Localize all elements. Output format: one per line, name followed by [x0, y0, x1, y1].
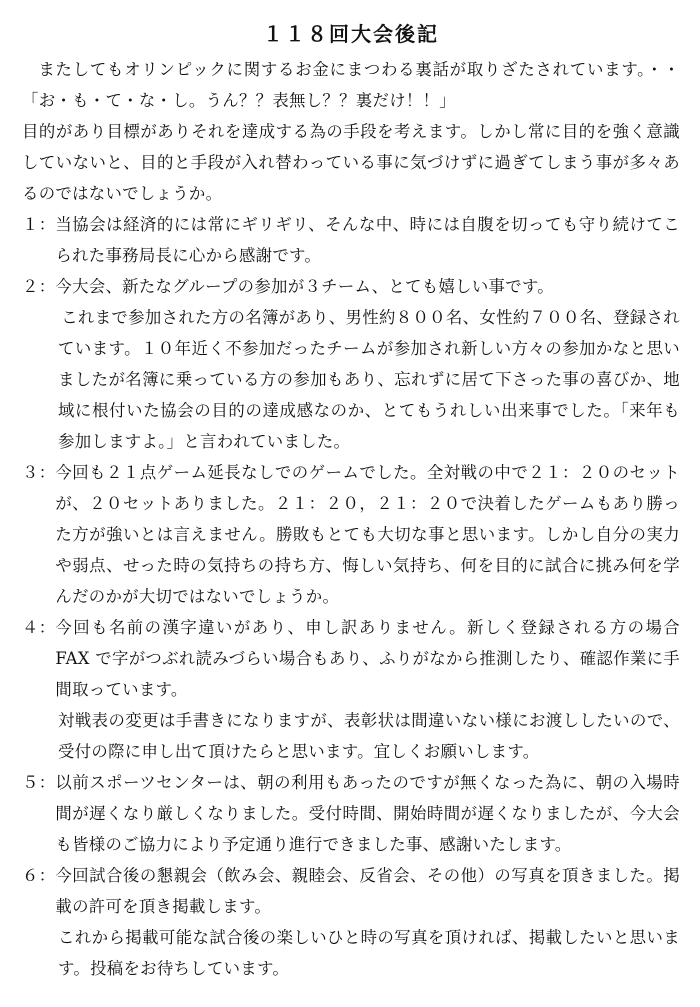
item-paragraph: 今回も名前の漢字違いがあり、申し訳ありません。新しく登録される方の場合 FAX で字がつぶれ読みづらい場合もあり、ふりがなから推測したり、確認作業に手間取っています。 — [55, 618, 680, 699]
item-body — [55, 457, 680, 612]
item-paragraph: 今回も２１点ゲーム延長なしでのゲームでした。全対戦の中で２１：２０のセットが、２０セットありました。２１：２０，２１：２０で決着したゲームもあり勝った方が強いとは言えません。勝敗もとても大切な事と思います。しかし自分の実力や弱点、せった時の気持ちの持ち方、悔しい気持ち、何を目的に試合に挑み何を学んだのかが大切ではないでしょうか。 — [55, 463, 680, 606]
item-paragraph: 今大会、新たなグループの参加が３チーム、とても嬉しい事です。 — [55, 277, 554, 296]
page-title: １１８回大会後記 — [263, 22, 439, 46]
list-item-2 — [22, 271, 680, 302]
list-item-6 — [22, 860, 680, 922]
item-body — [55, 209, 680, 271]
item-paragraph-continued: 対戦表の変更は手書きになりますが、表彰状は間違いない様にお渡ししたいので、受付の際に申し出て頂けたらと思います。宜しくお願いします。 — [58, 711, 680, 761]
item-number: ５： — [22, 773, 56, 792]
item-body — [55, 860, 680, 922]
list-item-1 — [22, 209, 680, 271]
item-number: ２： — [22, 277, 56, 296]
item-number: ６： — [22, 866, 56, 885]
intro-paragraph-2: 目的があり目標がありそれを達成する為の手段を考えます。しかし常に目的を強く意識していないと、目的と手段が入れ替わっている事に気づけずに過ぎてしまう事が多々あるのではないでしょうか。 — [22, 122, 680, 203]
list-item-5 — [22, 767, 680, 860]
item-body — [55, 612, 680, 705]
item-number: １： — [22, 215, 56, 234]
list-item-3 — [22, 457, 680, 612]
intro-paragraph-1: またしてもオリンピックに関するお金にまつわる裏話が取りざたされています。・・「お・も・て・な・し。うん？？表無し？？裏だけ！！」 — [22, 60, 680, 110]
item-number: ３： — [22, 463, 56, 482]
item-body — [55, 767, 680, 860]
item-number: ４： — [22, 618, 56, 637]
list-item-4 — [22, 612, 680, 705]
item-body — [55, 271, 680, 302]
item-paragraph: 今回試合後の懇親会（飲み会、親睦会、反省会、その他）の写真を頂きました。掲載の許可を頂き掲載します。 — [55, 866, 680, 916]
item-paragraph: 以前スポーツセンターは、朝の利用もあったのですが無くなった為に、朝の入場時間が遅くなり厳しくなりました。受付時間、開始時間が遅くなりましたが、今大会も皆様のご協力により予定通り進行できました事、感謝いたします。 — [55, 773, 680, 854]
item-paragraph-continued: これから掲載可能な試合後の楽しいひと時の写真を頂ければ、掲載したいと思います。投稿をお待ちしています。 — [58, 928, 680, 978]
item-paragraph: 当協会は経済的には常にギリギリ、そんな中、時には自腹を切っても守り続けてこられた事務局長に心から感謝です。 — [55, 215, 680, 265]
item-paragraph-continued: これまで参加された方の名簿があり、男性約８００名、女性約７００名、登録されています。１０年近く不参加だったチームが参加され新しい方々の参加かなと思いましたが名簿に乗っている方の参加もあり、忘れずに居て下さった事の喜びか、地域に根付いた協会の目的の達成感なのか、とてもうれしい出来事でした。「来年も参加しますよ。」と言われていました。 — [58, 308, 680, 451]
